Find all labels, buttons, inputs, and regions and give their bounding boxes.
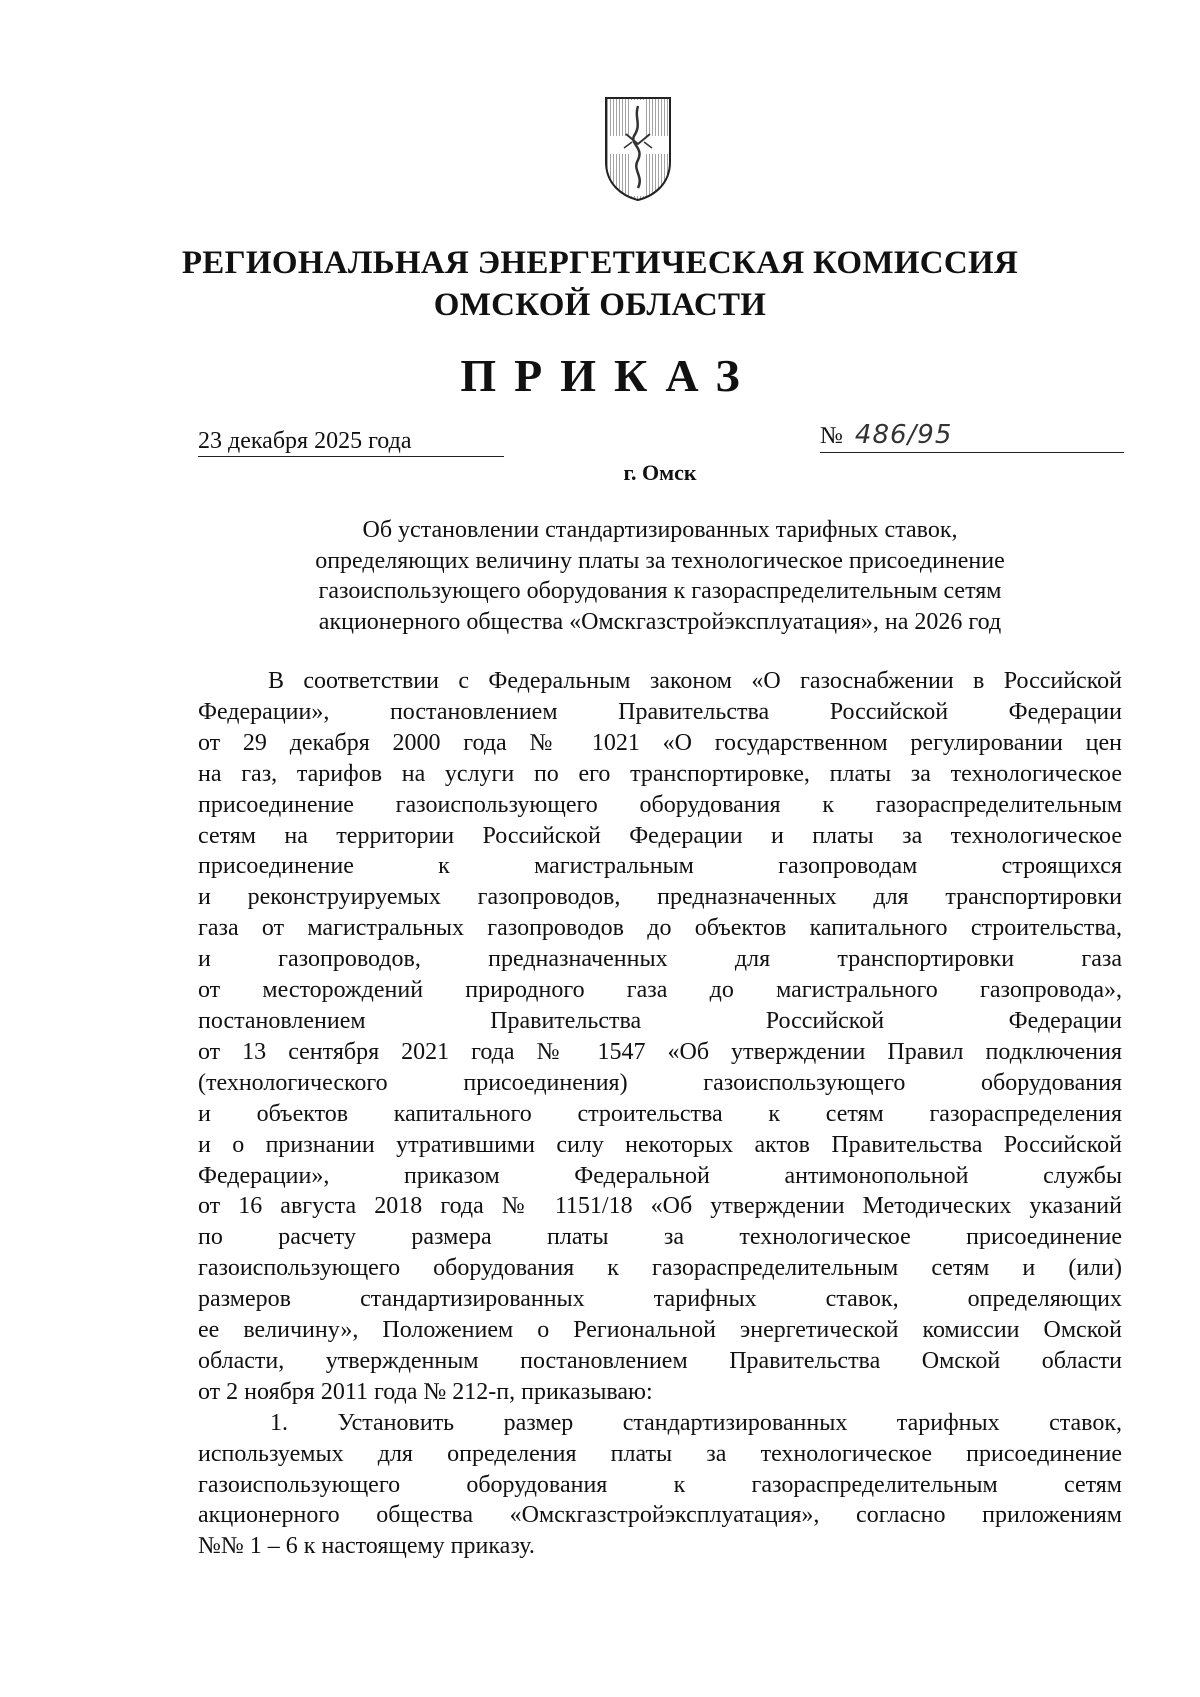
document-city: г. Омск [623,460,697,485]
body-line: от 16 августа 2018 года № 1151/18 «Об утверждении Методических указаний [198,1193,1122,1220]
body-line: присоединение газоиспользующего оборудования к газораспределительным [198,791,1122,818]
body-line: ее величину», Положением о Региональной энергетической комиссии Омской [198,1317,1122,1344]
body-line: от месторождений природного газа до магистрального газопровода», [198,977,1122,1004]
body-line: постановлением Правительства Российской Федерации [198,1007,1122,1034]
subject-line: Об установлении стандартизированных тарифных ставок, [362,517,958,543]
body-line: и объектов капитального строительства к сетям газораспределения [198,1100,1122,1127]
subject-line: газоиспользующего оборудования к газораспределительным сетям [318,578,1002,604]
body-line: используемых для определения платы за технологическое присоединение [198,1440,1122,1467]
body-line: и газопроводов, предназначенных для транспортировки газа [198,946,1122,973]
document-body [198,666,1122,1562]
body-line: и реконструируемых газопроводов, предназначенных для транспортировки [198,884,1122,911]
body-line: газоиспользующего оборудования к газораспределительным сетям и (или) [198,1255,1122,1282]
body-line: Федерации», приказом Федеральной антимонопольной службы [198,1162,1122,1189]
body-line: размеров стандартизированных тарифных ставок, определяющих [198,1286,1122,1313]
body-line: газа от магистральных газопроводов до объектов капитального строительства, [198,915,1122,942]
body-line: по расчету размера платы за технологическое присоединение [198,1224,1122,1251]
body-line: от 13 сентября 2021 года № 1547 «Об утверждении Правил подключения [198,1038,1122,1065]
document-subject [198,515,1122,637]
body-line: газоиспользующего оборудования к газораспределительным сетям [198,1471,1122,1498]
coat-of-arms-emblem [604,96,672,202]
body-line: присоединение к магистральным газопроводам строящихся [198,853,1122,880]
body-line: 1. Установить размер стандартизированных тарифных ставок, [270,1409,1122,1436]
subject-line: определяющих величину платы за технологическое присоединение [315,547,1005,574]
body-line: Федерации», постановлением Правительства Российской Федерации [198,698,1122,725]
organization-title-line1: РЕГИОНАЛЬНАЯ ЭНЕРГЕТИЧЕСКАЯ КОМИССИЯ [181,245,1019,281]
body-line: В соответствии с Федеральным законом «О газоснабжении в Российской [268,668,1122,694]
subject-line: акционерного общества «Омскгазстройэксплуатация», на 2026 год [318,608,1002,635]
document-number [820,418,1124,453]
document-type-heading: ПРИКАЗ [460,350,758,401]
organization-title-line2: ОМСКОЙ ОБЛАСТИ [433,287,767,323]
body-line: от 29 декабря 2000 года № 1021 «О государственном регулировании цен [198,729,1122,756]
body-line: №№ 1 – 6 к настоящему приказу. [198,1533,535,1560]
body-line: от 2 ноября 2011 года № 212-п, приказываю: [198,1378,653,1405]
body-line: акционерного общества «Омскгазстройэксплуатация», согласно приложениям [198,1502,1122,1529]
body-line: области, утвержденным постановлением Правительства Омской области [198,1347,1122,1374]
handwritten-number: 486/95 [854,420,953,450]
body-line: на газ, тарифов на услуги по его транспортировке, платы за технологическое [198,760,1122,787]
body-line: и о признании утратившими силу некоторых актов Правительства Российской [198,1131,1122,1158]
body-line: сетям на территории Российской Федерации и платы за технологическое [198,822,1122,849]
number-sign: № [820,423,843,449]
document-date: 23 декабря 2025 года [198,426,504,457]
body-line: (технологического присоединения) газоиспользующего оборудования [198,1069,1122,1096]
